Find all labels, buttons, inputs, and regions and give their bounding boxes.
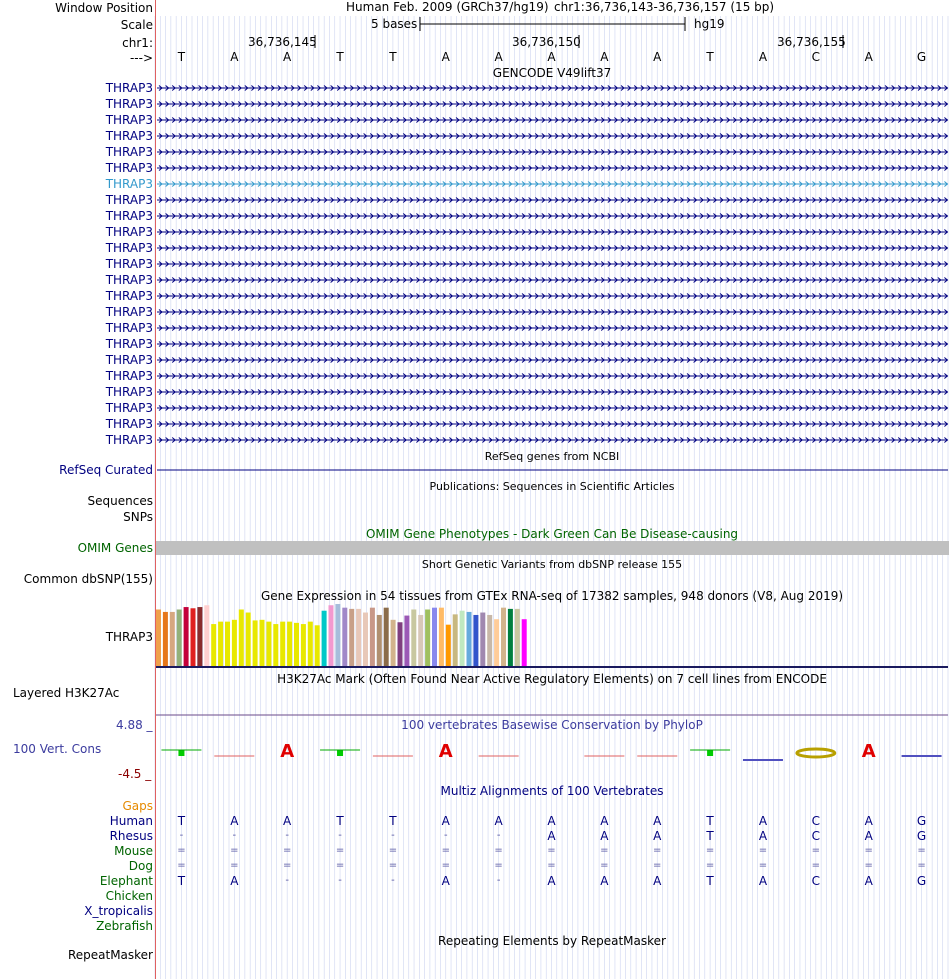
coord-3: 36,736,155 — [777, 35, 846, 49]
alignment-base: = — [282, 860, 292, 871]
refseq-title: RefSeq genes from NCBI — [484, 450, 620, 463]
alignment-base: = — [547, 860, 556, 871]
gtex-bar — [184, 607, 189, 666]
base: A — [600, 50, 609, 64]
gtex-label[interactable]: THRAP3 — [105, 630, 153, 644]
alignment-base: = — [653, 860, 662, 871]
species-label[interactable]: Mouse — [114, 844, 153, 858]
transcript-label[interactable]: THRAP3 — [105, 113, 153, 127]
gtex-title: Gene Expression in 54 tissues from GTEx RNA-seq of 17382 samples, 948 donors (V8, Aug 2019) — [260, 589, 844, 603]
alignment-base: = — [653, 845, 662, 856]
alignment-base: - — [285, 830, 289, 841]
transcript-label[interactable]: THRAP3 — [105, 193, 153, 207]
alignment-base: A — [547, 829, 556, 843]
gtex-bar — [391, 620, 396, 666]
gtex-bar — [315, 625, 320, 666]
base: A — [653, 50, 662, 64]
gtex-bar — [280, 622, 285, 666]
transcript-label[interactable]: THRAP3 — [105, 161, 153, 175]
scale-label: Scale — [120, 18, 153, 32]
gtex-bar — [211, 624, 216, 666]
gtex-bar — [363, 613, 368, 666]
phylop-glyph — [337, 750, 343, 756]
alignment-base: - — [391, 875, 395, 886]
base: A — [283, 50, 292, 64]
phylop-min-label: -4.5 _ — [118, 767, 152, 781]
gtex-bar — [322, 611, 327, 666]
alignment-base: - — [443, 830, 448, 841]
gtex-bar — [260, 620, 265, 666]
species-label[interactable]: Gaps — [122, 799, 153, 813]
alignment-base: A — [864, 829, 873, 843]
assembly-text: Human Feb. 2009 (GRCh37/hg19) — [346, 0, 549, 14]
alignment-base: A — [600, 829, 609, 843]
gtex-bar — [266, 622, 271, 666]
base: A — [547, 50, 556, 64]
base: T — [336, 50, 344, 64]
gtex-bar — [218, 622, 223, 666]
species-label[interactable]: Zebrafish — [96, 919, 153, 933]
species-label[interactable]: X_tropicalis — [84, 904, 153, 918]
refseq-label[interactable]: RefSeq Curated — [59, 463, 153, 477]
alignment-base: = — [230, 860, 239, 871]
alignment-base: T — [706, 829, 714, 843]
alignment-base: = — [388, 845, 398, 856]
gtex-bar — [273, 624, 278, 666]
gtex-bar — [446, 625, 451, 666]
alignment-base: A — [653, 874, 662, 888]
alignment-base: = — [600, 860, 609, 871]
transcript-label[interactable]: THRAP3 — [105, 97, 153, 111]
gtex-bar — [163, 612, 168, 666]
gtex-bar — [508, 609, 513, 666]
dbsnp-title: Short Genetic Variants from dbSNP release 155 — [421, 558, 683, 571]
gtex-bar — [377, 615, 382, 666]
gtex-bar — [501, 608, 506, 666]
phylop-max-label: 4.88 _ — [116, 718, 153, 732]
alignment-base: A — [441, 874, 450, 888]
alignment-base: = — [177, 845, 186, 856]
base: A — [494, 50, 503, 64]
base: A — [864, 50, 873, 64]
db-text: hg19 — [694, 17, 725, 31]
transcript-label[interactable]: THRAP3 — [105, 81, 153, 95]
alignment-base: A — [758, 829, 768, 843]
alignment-base: = — [335, 845, 345, 856]
transcript-label[interactable]: THRAP3 — [105, 273, 153, 287]
gtex-bar — [453, 614, 458, 666]
alignment-base: - — [179, 830, 184, 841]
alignment-base: - — [285, 875, 289, 886]
alignment-base: = — [335, 860, 345, 871]
multiz-title: Multiz Alignments of 100 Vertebrates — [440, 784, 664, 798]
phylop-glyph: A — [438, 741, 453, 762]
alignment-base: T — [389, 814, 397, 828]
gtex-bar — [170, 612, 175, 666]
alignment-base: = — [547, 845, 556, 856]
alignment-base: - — [391, 830, 395, 841]
position-text: chr1:36,736,143-36,736,157 (15 bp) — [554, 0, 775, 14]
transcript-label[interactable]: THRAP3 — [105, 305, 153, 319]
alignment-base: = — [811, 860, 821, 871]
alignment-base: = — [705, 845, 715, 856]
alignment-base: C — [811, 829, 821, 843]
base: A — [758, 50, 768, 64]
base: T — [389, 50, 397, 64]
base: A — [441, 50, 450, 64]
omim-label[interactable]: OMIM Genes — [77, 541, 153, 555]
gtex-bar — [515, 609, 520, 666]
species-label[interactable]: Elephant — [99, 874, 153, 888]
alignment-base: A — [230, 814, 239, 828]
alignment-base: G — [916, 874, 927, 888]
gtex-bar — [287, 622, 292, 666]
alignment-base: T — [706, 814, 714, 828]
alignment-base: A — [441, 814, 450, 828]
gtex-bar — [473, 615, 478, 666]
alignment-base: T — [177, 814, 186, 828]
transcript-label[interactable]: THRAP3 — [105, 177, 153, 191]
gtex-bar — [349, 609, 354, 666]
phylop-glyph: A — [280, 741, 295, 762]
publications-label-snps[interactable]: SNPs — [123, 510, 153, 524]
transcript-label[interactable]: THRAP3 — [105, 401, 153, 415]
alignment-base: A — [864, 814, 873, 828]
gtex-bar — [335, 604, 340, 666]
transcript-label[interactable]: THRAP3 — [105, 353, 153, 367]
alignment-base: T — [336, 814, 344, 828]
alignment-base: = — [600, 845, 609, 856]
transcript-label[interactable]: THRAP3 — [105, 145, 153, 159]
h3k27-label[interactable]: Layered H3K27Ac — [13, 686, 120, 700]
gtex-bar — [494, 619, 499, 666]
gtex-bar — [460, 611, 465, 666]
alignment-base: A — [600, 814, 609, 828]
base: T — [177, 50, 186, 64]
repeatmasker-title: Repeating Elements by RepeatMasker — [438, 934, 666, 948]
gtex-bar — [467, 612, 472, 666]
phylop-glyph: A — [861, 741, 876, 762]
transcript-label[interactable]: THRAP3 — [105, 225, 153, 239]
gtex-bar — [398, 622, 403, 666]
gtex-bar — [329, 605, 334, 666]
chrom-label: chr1: — [122, 36, 153, 50]
alignment-base: A — [547, 814, 556, 828]
publications-title: Publications: Sequences in Scientific Articles — [429, 480, 675, 493]
alignment-base: A — [653, 829, 662, 843]
gtex-bar — [197, 607, 202, 666]
gtex-bar — [191, 608, 196, 666]
strand-label: ---> — [129, 51, 153, 65]
omim-bar — [156, 541, 949, 555]
phylop-title: 100 vertebrates Basewise Conservation by PhyloP — [401, 718, 703, 732]
gtex-bar — [404, 616, 409, 666]
gtex-bar — [301, 624, 306, 666]
dbsnp-label[interactable]: Common dbSNP(155) — [23, 572, 153, 586]
alignment-base: T — [706, 874, 714, 888]
alignment-base: = — [494, 860, 503, 871]
alignment-base: A — [758, 874, 768, 888]
alignment-base: - — [496, 875, 501, 886]
transcript-label[interactable]: THRAP3 — [105, 433, 153, 447]
alignment-base: = — [864, 845, 873, 856]
alignment-base: A — [283, 814, 292, 828]
base: G — [916, 50, 927, 64]
transcript-label[interactable]: THRAP3 — [105, 257, 153, 271]
alignment-base: = — [705, 860, 715, 871]
publications-label-sequences[interactable]: Sequences — [87, 494, 153, 508]
gtex-bar — [239, 609, 244, 666]
omim-title: OMIM Gene Phenotypes - Dark Green Can Be Disease-causing — [365, 527, 739, 541]
transcript-label[interactable]: THRAP3 — [105, 209, 153, 223]
gtex-bar — [177, 609, 182, 666]
alignment-base: A — [758, 814, 768, 828]
alignment-base: G — [916, 814, 927, 828]
alignment-base: = — [758, 845, 768, 856]
alignment-base: = — [282, 845, 292, 856]
alignment-base: A — [494, 814, 503, 828]
alignment-base: = — [177, 860, 186, 871]
phylop-glyph — [178, 750, 184, 756]
gtex-bar — [425, 609, 430, 666]
alignment-base: - — [496, 830, 501, 841]
alignment-base: = — [864, 860, 873, 871]
species-label[interactable]: Chicken — [105, 889, 153, 903]
alignment-base: - — [338, 875, 342, 886]
alignment-base: C — [811, 814, 821, 828]
gtex-bar — [418, 615, 423, 666]
transcript-label[interactable]: THRAP3 — [105, 129, 153, 143]
alignment-base: C — [811, 874, 821, 888]
gtex-bar — [487, 615, 492, 666]
transcript-label[interactable]: THRAP3 — [105, 369, 153, 383]
gtex-bar — [411, 609, 416, 666]
gtex-bar — [308, 622, 313, 666]
gtex-bar — [356, 609, 361, 666]
alignment-base: = — [441, 845, 450, 856]
alignment-base: = — [917, 845, 926, 856]
alignment-base: = — [230, 845, 239, 856]
gtex-bar — [370, 608, 375, 666]
gtex-bar — [480, 613, 485, 666]
gtex-bar — [342, 608, 347, 666]
alignment-base: - — [338, 830, 342, 841]
gtex-bar — [432, 608, 437, 666]
alignment-base: A — [547, 874, 556, 888]
alignment-base: = — [758, 860, 768, 871]
gtex-bar — [384, 608, 389, 666]
transcript-label[interactable]: THRAP3 — [105, 417, 153, 431]
gtex-bar — [253, 620, 258, 666]
alignment-base: A — [653, 814, 662, 828]
alignment-base: = — [441, 860, 450, 871]
transcript-label[interactable]: THRAP3 — [105, 241, 153, 255]
coord-1: 36,736,145 — [248, 35, 317, 49]
transcript-label[interactable]: THRAP3 — [105, 337, 153, 351]
gtex-bar — [294, 623, 299, 666]
repeatmasker-label[interactable]: RepeatMasker — [67, 948, 153, 962]
h3k27-title: H3K27Ac Mark (Often Found Near Active Regulatory Elements) on 7 cell lines from ENCODE — [277, 672, 827, 686]
phylop-glyph — [743, 759, 783, 761]
alignment-base: = — [494, 845, 503, 856]
gtex-bar — [156, 609, 161, 666]
alignment-base: = — [917, 860, 926, 871]
species-label[interactable]: Rhesus — [109, 829, 153, 843]
gtex-bar — [225, 622, 230, 666]
phylop-glyph — [707, 750, 713, 756]
species-label[interactable]: Dog — [128, 859, 153, 873]
gtex-bar — [246, 613, 251, 666]
window-position-label: Window Position — [55, 1, 153, 15]
alignment-base: G — [916, 829, 927, 843]
scale-text: 5 bases — [371, 17, 418, 31]
phylop-label[interactable]: 100 Vert. Cons — [13, 742, 102, 756]
gtex-bar — [204, 605, 209, 666]
alignment-base: A — [864, 874, 873, 888]
alignment-base: = — [388, 860, 398, 871]
alignment-base: A — [230, 874, 239, 888]
gtex-bar — [522, 619, 527, 666]
gtex-bar — [232, 620, 237, 666]
alignment-base: A — [600, 874, 609, 888]
coord-2: 36,736,150 — [512, 35, 581, 49]
transcript-label[interactable]: THRAP3 — [105, 385, 153, 399]
alignment-base: = — [811, 845, 821, 856]
transcript-label[interactable]: THRAP3 — [105, 321, 153, 335]
base: A — [230, 50, 239, 64]
gencode-title: GENCODE V49lift37 — [492, 66, 612, 80]
gtex-bar — [439, 608, 444, 666]
species-label[interactable]: Human — [109, 814, 153, 828]
alignment-base: - — [232, 830, 237, 841]
base: C — [811, 50, 821, 64]
alignment-base: T — [177, 874, 186, 888]
base: T — [706, 50, 714, 64]
transcript-label[interactable]: THRAP3 — [105, 289, 153, 303]
